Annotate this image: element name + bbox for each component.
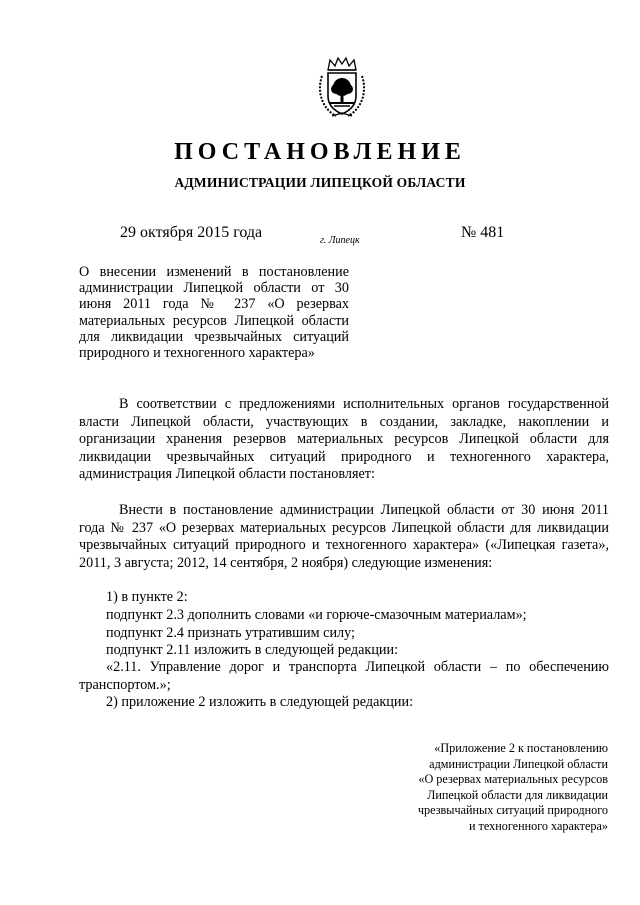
list-item: подпункт 2.11 изложить в следующей редакции: bbox=[106, 642, 399, 658]
appendix-note-line: и техногенного характера» bbox=[468, 818, 608, 833]
appendix-note-line: администрации Липецкой области bbox=[429, 756, 608, 771]
document-title: ПОСТАНОВЛЕНИЕ bbox=[174, 139, 466, 165]
decree-paragraph: Внести в постановление администрации Липецкой области от 30 июня 2011 года № 237 «О резервах материальных ресурсов Липецкой области для ликвидации чрезвычайных ситуаций природного и техногенного характера» («Липецкая газета», 2011, 3 августа; 2012, 14 сентября, 2 ноября) следующие изменения: bbox=[79, 502, 609, 571]
issuing-authority: АДМИНИСТРАЦИИ ЛИПЕЦКОЙ ОБЛАСТИ bbox=[174, 175, 466, 190]
appendix-note-line: «О резервах материальных ресурсов bbox=[418, 772, 608, 787]
preamble-paragraph: В соответствии с предложениями исполнительных органов государственной власти Липецкой области, участвующих в создании, закладке, накоплении и организации хранения резервов материальных ресурсов Липецкой области для ликвидации чрезвычайных ситуаций природного и техногенного характера, администрация Липецкой области постановляет: bbox=[79, 396, 609, 482]
list-item: подпункт 2.3 дополнить словами «и горюче-смазочным материалам»; bbox=[106, 607, 527, 623]
appendix-note-line: «Приложение 2 к постановлению bbox=[434, 741, 608, 755]
list-item: подпункт 2.4 признать утратившим силу; bbox=[106, 625, 355, 641]
list-item: 2) приложение 2 изложить в следующей редакции: bbox=[106, 694, 414, 710]
document-subject: О внесении изменений в постановление администрации Липецкой области от 30 июня 2011 года № 237 «О резервах материальных ресурсов Липецкой области для ликвидации чрезвычайных ситуаций природного и техногенного характера» bbox=[79, 264, 349, 362]
coat-of-arms-icon bbox=[318, 56, 366, 120]
appendix-note bbox=[380, 741, 608, 835]
document-city: г. Липецк bbox=[320, 235, 360, 246]
list-item: 1) в пункте 2: bbox=[106, 589, 188, 605]
document-number: № 481 bbox=[461, 224, 505, 241]
appendix-note-line: чрезвычайных ситуаций природного bbox=[417, 803, 608, 818]
list-item: «2.11. Управление дорог и транспорта Липецкой области – по обеспечению транспортом.»; bbox=[79, 659, 609, 693]
document-date: 29 октября 2015 года bbox=[120, 224, 263, 241]
appendix-note-line: Липецкой области для ликвидации bbox=[427, 787, 608, 802]
